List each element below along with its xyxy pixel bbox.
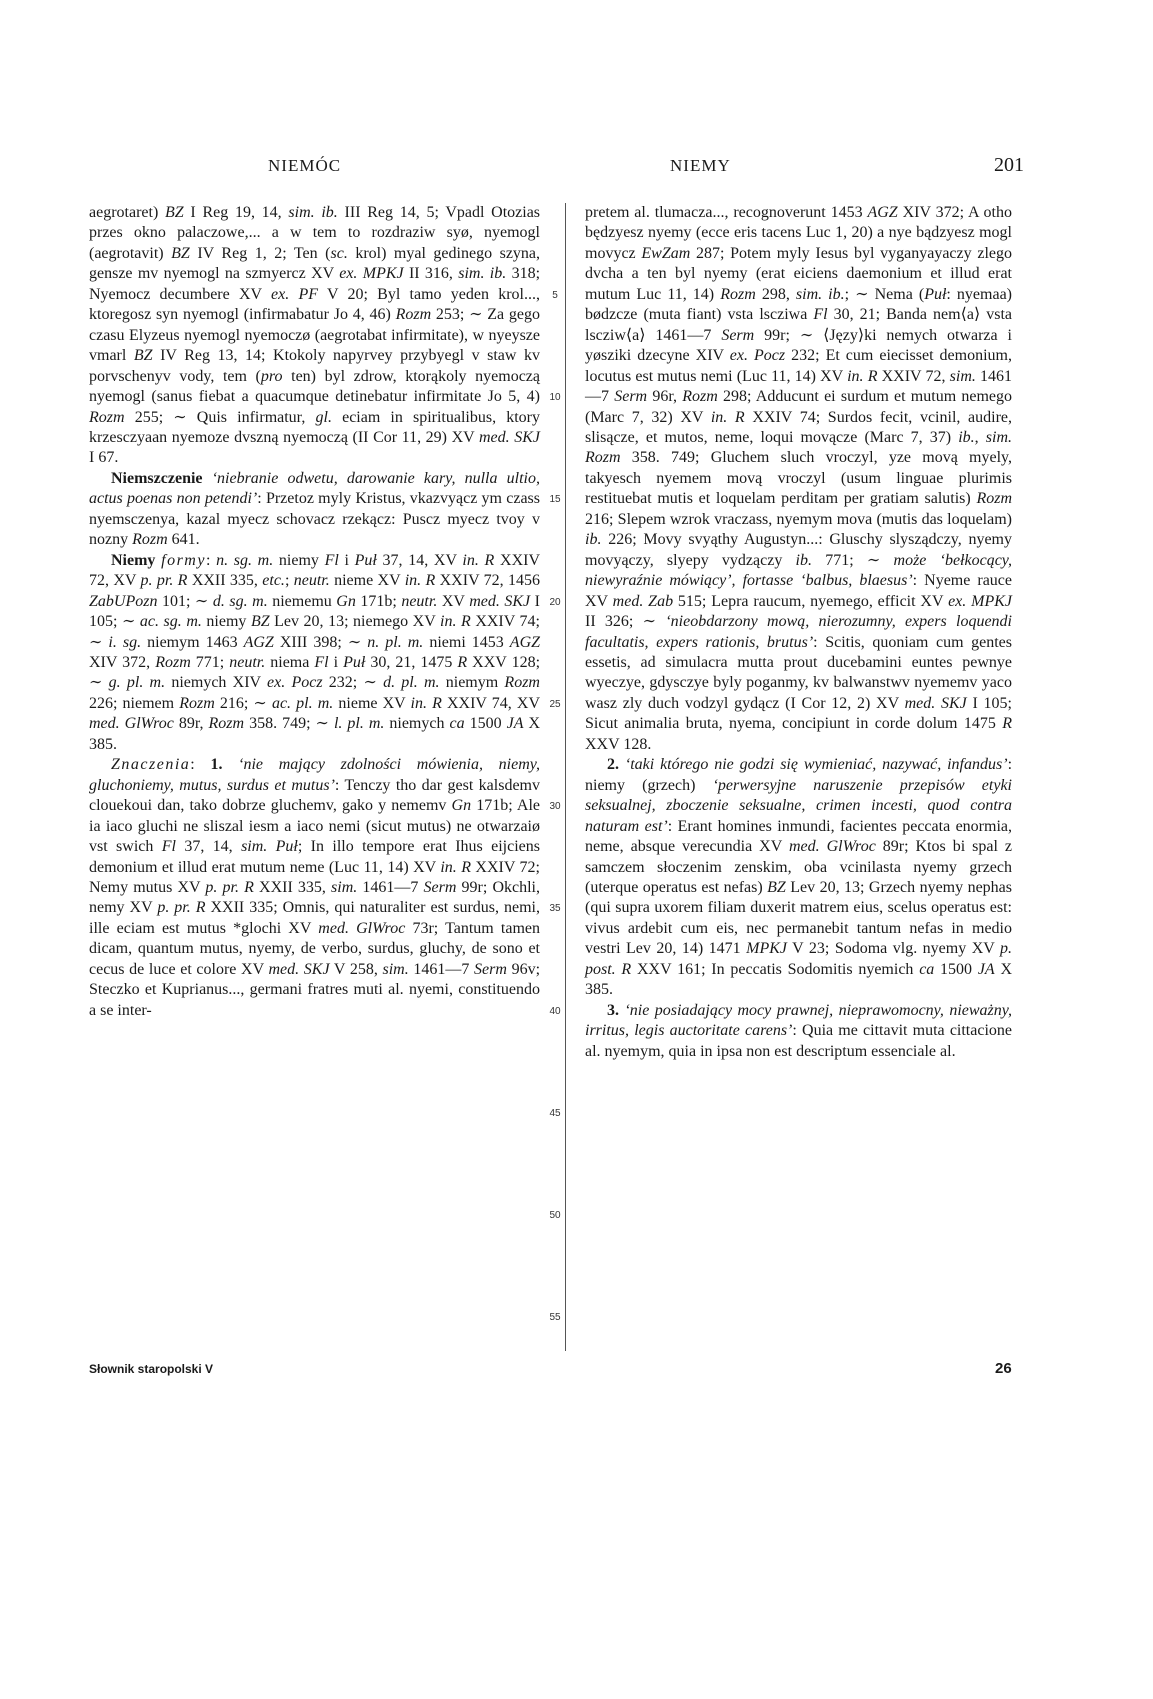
line-number: 5 <box>552 289 558 301</box>
line-number: 25 <box>549 698 561 710</box>
column-divider <box>565 203 566 1351</box>
left-column <box>89 203 540 1021</box>
right-column <box>585 203 1012 1062</box>
page-footer <box>0 1362 1153 1392</box>
right-column-paragraph: 2. ʻtaki którego nie godzi się wymieniać, nazywać, infandusʼ: niemy (grzech) ʻperwersyjne naruszenie przepisów etyki seksualnej, zboczenie seksualne, crimen incesti, quod contra naturam estʼ: Erant homines inmundi, facientes peccata enormia, neme, absque verecundia XV med. GlWroc 89r; Ktos bi spal z samczem słoczenim zenskim, oba vcinilasta nyemy grzech (uterque operatus est nefas) BZ Lev 20, 13; Grzech nyemy nephas (qui supra uxorem filiam duxerit matrem eius, scelus operatus est: vivus ardebit cum eis, nec permanebit tantum nefas in medio vestri Lev 20, 14) 1471 MPKJ V 23; Sodoma vlg. nyemy XV p. post. R XXV 161; In peccatis Sodomitis nyemich ca 1500 JA X 385. <box>585 756 1013 999</box>
line-number: 15 <box>549 494 561 506</box>
book-title: Słownik staropolski V <box>89 1362 214 1376</box>
line-number: 40 <box>549 1005 561 1017</box>
line-number: 30 <box>549 801 561 813</box>
running-head-right: NIEMY <box>670 156 731 175</box>
line-number: 10 <box>549 392 561 404</box>
right-column-paragraph: 3. ʻnie posiadający mocy prawnej, nieprawomocny, nieważny, irritus, legis auctoritate carensʼ: Quia me cittavit muta cittacione al. nyemym, quia in ipsa non est descriptum essenciale al. <box>585 1001 1013 1060</box>
running-head-left: NIEMÓC <box>268 156 342 175</box>
left-column-paragraph: Niemy formy: n. sg. m. niemy Fl i Puł 37, 14, XV in. R XXIV 72, XV p. pr. R XXII 335, etc.; neutr. nieme XV in. R XXIV 72, 1456 ZabUPozn 101; ∼ d. sg. m. niememu Gn 171b; neutr. XV med. SKJ I 105; ∼ ac. sg. m. niemy BZ Lev 20, 13; niemego XV in. R XXIV 74; ∼ i. sg. niemym 1463 AGZ XIII 398; ∼ n. pl. m. niemi 1453 AGZ XIV 372, Rozm 771; neutr. niema Fl i Puł 30, 21, 1475 R XXV 128; ∼ g. pl. m. niemych XIV ex. Pocz 232; ∼ d. pl. m. niemym Rozm 226; niemem Rozm 216; ∼ ac. pl. m. nieme XV in. R XXIV 74, XV med. GlWroc 89r, Rozm 358. 749; ∼ l. pl. m. niemych ca 1500 JA X 385. <box>89 551 541 753</box>
line-number: 35 <box>549 903 561 915</box>
left-column-paragraph: Niemszczenie ʻniebranie odwetu, darowanie kary, nulla ultio, actus poenas non petendiʼ: Przetoz myly Kristus, vkazvyącz ym czass nyemsczenya, kazal myecz schovacz rzekącz: Puscz myecz tvoy v nozny Rozm 641. <box>89 469 540 549</box>
line-number: 20 <box>549 596 561 608</box>
signature-number: 26 <box>995 1360 1012 1377</box>
right-column-paragraph: pretem al. tlumacza..., recognoverunt 1453 AGZ XIV 372; A otho będzyesz nyemy (ecce eris tacens Luc 1, 20) a nye bądzyesz mogl movycz EwZam 287; Potem myly Iesus byl vyganyayaczy zlego dvcha a ten byl nyemy (erat eiciens daemonium et illud erat mutum Luc 11, 14) Rozm 298, sim. ib.; ∼ Nema (Puł: nyemaa) bødzcze (muta fiant) vsta lscziwa Fl 30, 21; Banda nem⟨a⟩ vsta lscziw⟨a⟩ 1461—7 Serm 99r; ∼ ⟨Języ⟩ki nemych otwarza i yøsziki dzecyne XIV ex. Pocz 232; Et cum eiecisset demonium, locutus est mutus nemi (Luc 11, 14) XV in. R XXIV 72, sim. 1461—7 Serm 96r, Rozm 298; Adducunt ei surdum et mutum nemego (Marc 7, 32) XV in. R XXIV 74; Surdos fecit, vcinil, audire, slisącze, et mutos, neme, loqui movącze (Marc 7, 37) ib., sim. Rozm 358. 749; Gluchem sluch vroczyl, yze movą myely, takyesch nyemem movą vroczyl (usum linguae plurimis restituebat mutis et loquelam perditam per gratiam salutis) Rozm 216; Slepem wzrok vraczass, nyemym mova (mutis das loquelam) ib. 226; Movy svyąthy Augustyn...: Gluschy slysządczy, nyemy movyączy, slyepy vydzączy ib. 771; ∼ może ʻbełkocący, niewyraźnie mówiącyʼ, fortasse ʻbalbus, blaesusʼ: Nyeme rauce XV med. Zab 515; Lepra raucum, nyemego, efficit XV ex. MPKJ II 326; ∼ ʻnieobdarzony mową, nierozumny, expers loquendi facultatis, expers rationis, brutusʼ: Scitis, quoniam cum gentes essetis, ad simulacra mutta prout ducebamini euntes pewnye wyeczye, gdysczye byly poganmy, kv balwanstwv nyememv yaco wasz zly duch vodzyl gydącz (I Cor 12, 2) XV med. SKJ I 105; Sicut animalia bruta, nyema, concipiunt in corde dolum 1475 R XXV 128. <box>585 204 1013 753</box>
line-number: 50 <box>549 1210 561 1222</box>
left-column-paragraph: aegrotaret) BZ I Reg 19, 14, sim. ib. III Reg 14, 5; Vpadl Otozias przes okno palaczowe,... a w tem to rozdraziw syø, nyemogl (aegrotavit) BZ IV Reg 1, 2; Ten (sc. krol) myal gedinego szyna, gensze mv nyemogl na szmyercz XV ex. MPKJ II 316, sim. ib. 318; Nyemocz decumbere XV ex. PF V 20; Byl tamo yeden krol..., ktoregosz syn nyemogl (infirmabatur Jo 4, 46) Rozm 253; ∼ Za gego czasu Elyzeus nyemogl nyemoczø (aegrotabat infirmitate), w nyeysze vmarl BZ IV Reg 13, 14; Ktokoly napyrvey przybyegl v staw kv porvschenyv vody, tem (pro ten) byl zdrow, ktorąkoly nyemoczą nyemogl (sanus fiebat a quacumque detinebatur infirmitate Jo 5, 4) Rozm 255; ∼ Quis infirmatur, gl. eciam in spiritualibus, ktory krzesczyaan nyemoze dvszną nyemoczą (II Cor 11, 29) XV med. SKJ I 67. <box>89 204 541 467</box>
line-number: 45 <box>549 1107 561 1119</box>
line-number: 55 <box>549 1312 561 1324</box>
page-header <box>0 156 1153 186</box>
page-number: 201 <box>994 154 1024 176</box>
left-column-paragraph: Znaczenia: 1. ʻnie mający zdolności mówienia, niemy, gluchoniemy, mutus, surdus et mutusʼ: Tenczy tho dar gest kalsdemv clouekoui dan, tako dobrze gluchemv, gako y nememv Gn 171b; Ale ia iaco gluchi ne sliszal iesm a iaco nemi (sicut mutus) ne otwarzaiø vst swich Fl 37, 14, sim. Puł; In illo tempore erat Ihus eijciens demonium et illud erat mutum neme (Luc 11, 14) XV in. R XXIV 72; Nemy mutus XV p. pr. R XXII 335, sim. 1461—7 Serm 99r; Okchli, nemy XV p. pr. R XXII 335; Omnis, qui naturaliter est surdus, nemi, ille eciam est mutus *glochi XV med. GlWroc 73r; Tantum tamen dicam, quantum mutus, nyemy, de verbo, surdus, gluchy, de sono et cecus de luce et colore XV med. SKJ V 258, sim. 1461—7 Serm 96v; Steczko et Kuprianus..., germani fratres muti al. nyemi, constituendo a se inter- <box>89 756 541 1019</box>
